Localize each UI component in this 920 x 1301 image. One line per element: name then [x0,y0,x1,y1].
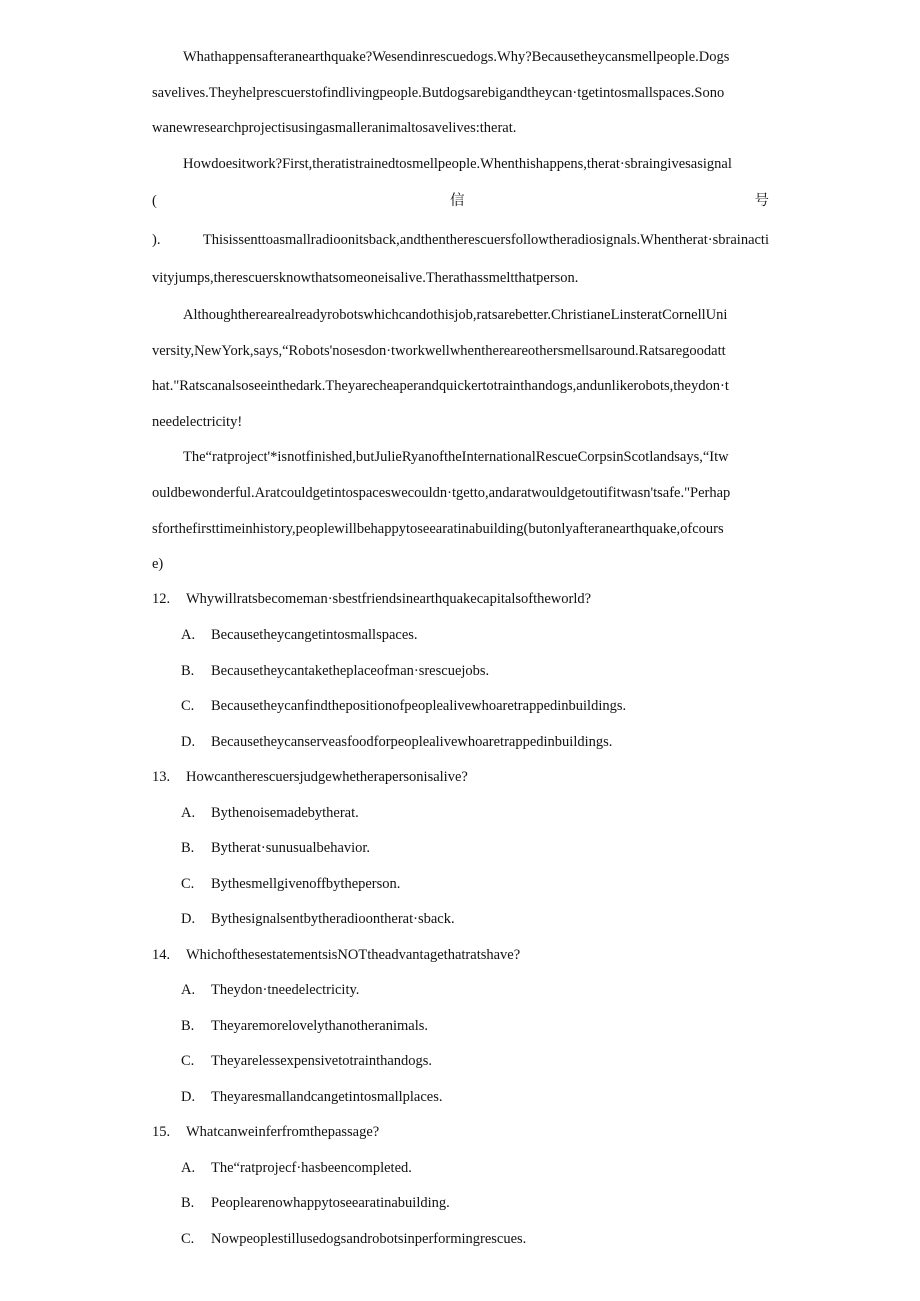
option-text: Bythenoisemadebytherat. [211,805,359,821]
open-bracket: ( [152,193,157,209]
passage-line: vityjumps,therescuersknowthatsomeoneisalive.Therathassmeltthatperson. [152,270,579,286]
option-text: Nowpeoplestillusedogsandrobotsinperformingrescues. [211,1231,527,1247]
option-letter: C. [181,698,195,714]
option-14-a[interactable] [181,980,359,1000]
passage-line: versity,NewYork,says,“Robots'nosesdon·tworkwellwhenthereareothersmellsaround.Ratsaregoodatt [152,343,726,359]
option-text: Peoplearenowhappytoseearatinabuilding. [211,1195,450,1211]
option-letter: B. [181,840,195,856]
option-text: Bytherat·sunusualbehavior. [211,840,371,856]
passage-line: wanewresearchprojectisusingasmalleranimaltosavelives:therat. [152,120,517,136]
passage-line: sforthefirsttimeinhistory,peoplewillbehappytoseearatinabuilding(butonlyafteranearthquake,ofcours [152,521,724,537]
option-text: Becausetheycangetintosmallspaces. [211,627,418,643]
option-12-d[interactable] [181,732,612,752]
question-number: 13. [152,769,171,785]
option-letter: A. [181,1160,196,1176]
question-text: Howcantherescuersjudgewhetherapersonisalive? [186,769,468,785]
option-text: Becausetheycantaketheplaceofman·srescuejobs. [211,663,490,679]
option-15-b[interactable] [181,1193,450,1213]
passage-line: ouldbewonderful.Aratcouldgetintospaceswecouldn·tgetto,andaratwouldgetoutifitwasn'tsafe."Perhap [152,485,731,501]
option-15-a[interactable] [181,1158,412,1178]
question-text: Whatcanweinferfromthepassage? [186,1124,380,1140]
passage-line: ). Thisissenttoasmallradioonitsback,andthentherescuersfollowtheradiosignals.Whentherat·sbrainacti [152,232,769,248]
option-12-a[interactable] [181,625,418,645]
question-text: WhichofthesestatementsisNOTtheadvantagethatratshave? [186,947,521,963]
option-letter: B. [181,1195,195,1211]
passage-line: savelives.Theyhelprescuerstofindlivingpeople.Butdogsarebigandtheycan·tgetintosmallspaces.Sono [152,85,725,101]
passage-line: Whathappensafteranearthquake?Wesendinrescuedogs.Why?Becausetheycansmellpeople.Dogs [183,49,730,65]
option-13-c[interactable] [181,874,400,894]
option-letter: A. [181,805,196,821]
option-text: The“ratprojecf·hasbeencompleted. [211,1160,412,1176]
question-text: Whywillratsbecomeman·sbestfriendsinearthquakecapitalsoftheworld? [186,591,592,607]
option-letter: A. [181,627,196,643]
option-letter: D. [181,911,196,927]
option-13-d[interactable] [181,909,455,929]
question-number: 15. [152,1124,171,1140]
question-number: 14. [152,947,171,963]
passage-line: hat."Ratscanalsoseeinthedark.Theyarecheaperandquickertotrainthandogs,andunlikerobots,theydon·t [152,378,729,394]
question-12 [152,589,591,609]
option-14-d[interactable] [181,1087,443,1107]
option-15-c[interactable] [181,1229,526,1249]
question-number: 12. [152,591,171,607]
passage-line: needelectricity! [152,414,243,430]
option-text: Theyaremorelovelythanotheranimals. [211,1018,429,1034]
option-letter: B. [181,663,195,679]
option-13-b[interactable] [181,838,370,858]
chinese-word-2: 号 [754,193,769,209]
option-letter: A. [181,982,196,998]
signal-annotation-row [152,190,769,212]
option-letter: C. [181,1231,195,1247]
option-text: Becausetheycanserveasfoodforpeoplealivewhoaretrappedinbuildings. [211,734,613,750]
option-letter: C. [181,1053,195,1069]
chinese-word-1: 信 [450,193,465,209]
question-14 [152,945,520,965]
option-14-b[interactable] [181,1016,428,1036]
passage-line: Althoughtherearealreadyrobotswhichcandothisjob,ratsarebetter.ChristianeLinsteratCornellUni [183,307,728,323]
option-letter: D. [181,734,196,750]
option-letter: C. [181,876,195,892]
option-13-a[interactable] [181,803,359,823]
passage-line: e) [152,556,164,572]
option-letter: D. [181,1089,196,1105]
passage-line: Howdoesitwork?First,theratistrainedtosmellpeople.Whenthishappens,therat·sbraingivesasignal [183,156,732,172]
option-text: Bythesmellgivenoffbytheperson. [211,876,401,892]
option-text: Bythesignalsentbytheradioontherat·sback. [211,911,455,927]
option-text: Theydon·tneedelectricity. [211,982,360,998]
option-text: Theyaresmallandcangetintosmallplaces. [211,1089,443,1105]
option-12-c[interactable] [181,696,626,716]
question-13 [152,767,468,787]
passage-line: The“ratproject'*isnotfinished,butJulieRyanoftheInternationalRescueCorpsinScotlandsays,“Itw [183,449,729,465]
option-12-b[interactable] [181,661,489,681]
question-15 [152,1122,379,1142]
option-text: Theyarelessexpensivetotrainthandogs. [211,1053,433,1069]
option-14-c[interactable] [181,1051,432,1071]
option-letter: B. [181,1018,195,1034]
option-text: Becausetheycanfindthepositionofpeoplealivewhoaretrappedinbuildings. [211,698,627,714]
